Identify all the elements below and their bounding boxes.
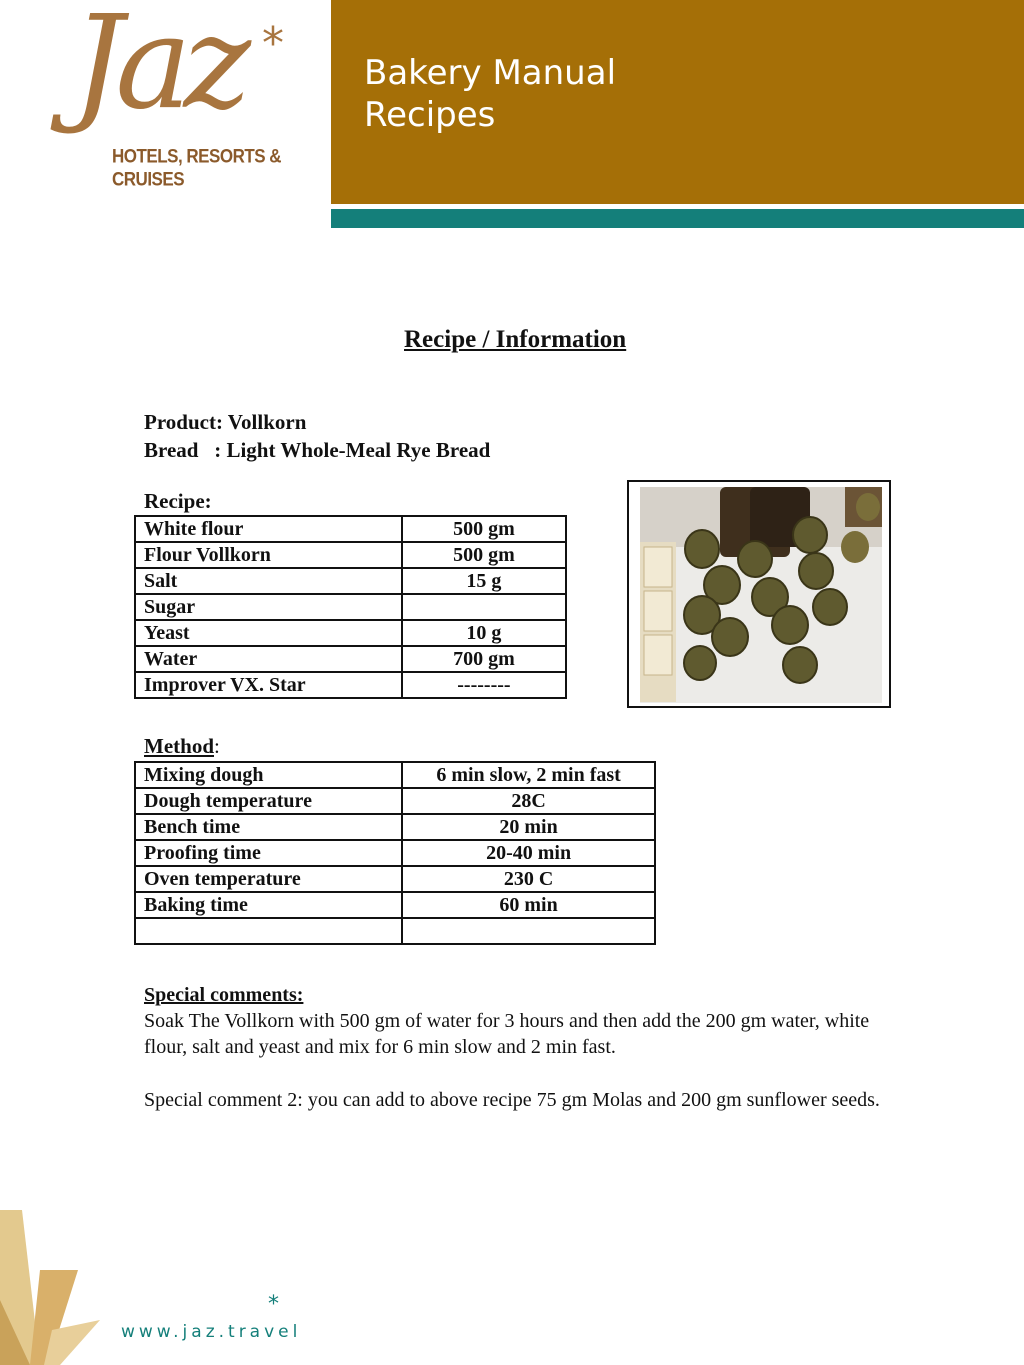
method-step: Dough temperature <box>135 788 402 814</box>
method-value: 60 min <box>402 892 655 918</box>
bread-photo-icon <box>640 487 882 703</box>
ingredient-name: Salt <box>135 568 402 594</box>
table-row <box>135 762 655 788</box>
ingredient-amount: 15 g <box>402 568 566 594</box>
table-row <box>135 568 566 594</box>
bread-photo <box>640 487 882 703</box>
method-step: Mixing dough <box>135 762 402 788</box>
special-comment-2: Special comment 2: you can add to above recipe 75 gm Molas and 200 gm sunflower seeds. <box>144 1089 880 1111</box>
method-table <box>134 761 656 945</box>
method-label-colon: : <box>214 734 220 758</box>
ingredient-name: Yeast <box>135 620 402 646</box>
recipe-label: Recipe: <box>144 489 212 513</box>
method-label-text: Method <box>144 734 214 758</box>
header-title-line2: Recipes <box>364 95 496 135</box>
ingredient-name: Water <box>135 646 402 672</box>
method-value: 20-40 min <box>402 840 655 866</box>
logo-star-icon: * <box>262 18 284 69</box>
table-row <box>135 788 655 814</box>
bread-line: Bread : Light Whole-Meal Rye Bread <box>144 438 491 462</box>
method-value <box>402 918 655 944</box>
method-step: Bench time <box>135 814 402 840</box>
table-row <box>135 620 566 646</box>
table-row <box>135 516 566 542</box>
method-value: 6 min slow, 2 min fast <box>402 762 655 788</box>
method-label <box>144 734 220 759</box>
page-title: Recipe / Information <box>404 326 627 353</box>
method-step: Proofing time <box>135 840 402 866</box>
method-value: 20 min <box>402 814 655 840</box>
footer-url[interactable]: www.jaz.travel <box>121 1322 302 1342</box>
table-row <box>135 892 655 918</box>
ingredient-amount: 10 g <box>402 620 566 646</box>
ingredient-name: White flour <box>135 516 402 542</box>
ingredient-amount: -------- <box>402 672 566 698</box>
ingredient-name: Flour Vollkorn <box>135 542 402 568</box>
table-row <box>135 866 655 892</box>
ingredient-amount: 500 gm <box>402 542 566 568</box>
ingredient-amount: 700 gm <box>402 646 566 672</box>
recipe-table <box>134 515 567 699</box>
method-step <box>135 918 402 944</box>
logo-wordmark: Jaz <box>72 0 244 138</box>
header-title-line1: Bakery Manual <box>364 53 617 93</box>
bread-photo-frame <box>627 480 891 708</box>
special-comment-1: Soak The Vollkorn with 500 gm of water for 3 hours and then add the 200 gm water, white flour, salt and yeast and mix for 6 min slow and 2 min fast. <box>144 1010 870 1058</box>
table-row <box>135 840 655 866</box>
special-comments <box>144 982 914 1060</box>
table-row <box>135 542 566 568</box>
method-value: 28C <box>402 788 655 814</box>
ingredient-name: Improver VX. Star <box>135 672 402 698</box>
ingredient-amount: 500 gm <box>402 516 566 542</box>
method-step: Baking time <box>135 892 402 918</box>
table-row <box>135 594 566 620</box>
table-row <box>135 646 566 672</box>
ingredient-name: Sugar <box>135 594 402 620</box>
table-row <box>135 672 566 698</box>
method-step: Oven temperature <box>135 866 402 892</box>
ingredient-amount <box>402 594 566 620</box>
logo-tagline: HOTELS, RESORTS & CRUISES <box>112 145 282 190</box>
logo <box>0 0 330 228</box>
method-value: 230 C <box>402 866 655 892</box>
header-accent-bar <box>331 209 1024 228</box>
header-title <box>364 52 616 136</box>
table-row <box>135 814 655 840</box>
special-comments-title: Special comments: <box>144 984 304 1006</box>
product-line: Product: Vollkorn <box>144 410 307 434</box>
sun-rays-icon <box>0 1210 120 1365</box>
table-row <box>135 918 655 944</box>
footer-star-icon: * <box>268 1292 279 1317</box>
